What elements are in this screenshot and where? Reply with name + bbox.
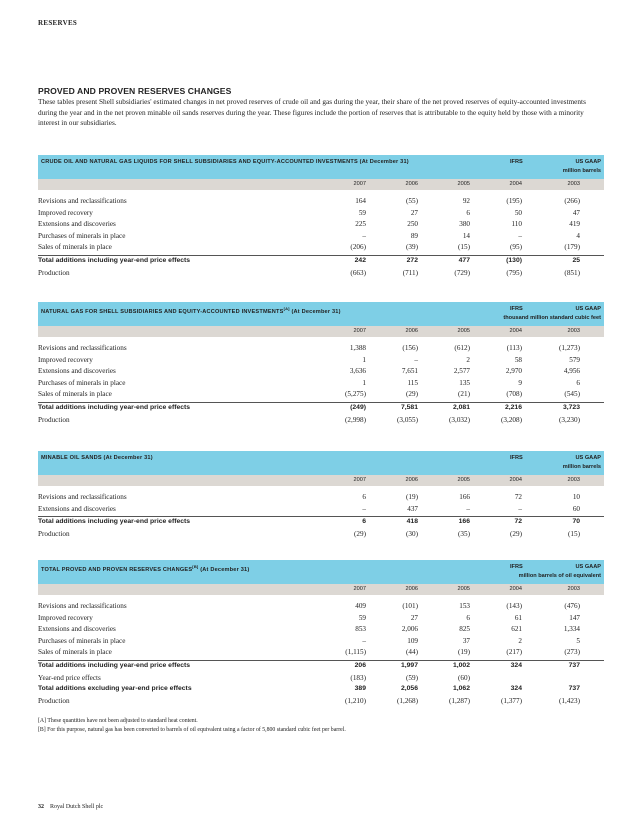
row-value: (476) xyxy=(564,602,580,610)
row-value: 324 xyxy=(510,661,522,669)
table-row xyxy=(38,242,604,254)
table-row xyxy=(38,343,604,355)
year-header: 2004 xyxy=(509,328,522,334)
company-name: Royal Dutch Shell plc xyxy=(50,804,104,810)
row-value: (1,268) xyxy=(397,696,418,705)
footnote-a: [A] These quantities have not been adjusted to standard heat content. xyxy=(38,718,198,724)
year-header: 2004 xyxy=(509,477,522,483)
year-header: 2005 xyxy=(457,477,470,483)
row-value: (130) xyxy=(506,256,522,264)
year-header: 2007 xyxy=(353,477,366,483)
row-label: Total additions excluding year-end price effects xyxy=(38,685,192,693)
year-header: 2003 xyxy=(567,181,580,187)
row-value: 14 xyxy=(462,231,470,240)
row-value: 621 xyxy=(511,625,522,634)
row-value: (663) xyxy=(350,268,366,277)
row-value: (21) xyxy=(458,390,470,399)
row-value: (60) xyxy=(458,673,470,682)
row-value: 2 xyxy=(518,636,522,645)
unit-label: million barrels xyxy=(562,464,601,470)
row-value: (1,210) xyxy=(345,696,366,705)
table-row xyxy=(38,529,604,541)
table-row xyxy=(38,673,604,685)
year-header: 2006 xyxy=(405,181,418,187)
row-value: – xyxy=(518,504,522,513)
table-row xyxy=(38,219,604,231)
row-label: Total additions including year-end price effects xyxy=(38,256,191,264)
row-value: 1,002 xyxy=(452,661,470,669)
footnotes xyxy=(38,717,346,735)
year-header: 2003 xyxy=(567,586,580,592)
row-value: 166 xyxy=(458,518,470,526)
row-value: 7,581 xyxy=(400,403,418,411)
usgaap-label: US GAAP xyxy=(575,159,601,165)
row-value: – xyxy=(362,231,366,240)
table-row xyxy=(38,355,604,367)
row-label: Extensions and discoveries xyxy=(38,367,116,376)
row-value: 6 xyxy=(466,208,470,217)
table-row xyxy=(38,492,604,504)
row-label: Revisions and reclassifications xyxy=(38,493,127,501)
page-number: 32 xyxy=(38,804,44,810)
row-value: 72 xyxy=(514,493,522,501)
row-value: (15) xyxy=(568,529,580,538)
row-label: Extensions and discoveries xyxy=(38,504,116,513)
unit-label: million barrels of oil equivalent xyxy=(518,573,601,579)
row-value: (29) xyxy=(354,529,366,538)
row-value: (143) xyxy=(506,602,522,610)
row-value: (30) xyxy=(406,529,418,538)
table-row xyxy=(38,613,604,625)
row-value: (708) xyxy=(506,390,522,399)
year-header-row xyxy=(38,179,604,190)
row-value: 164 xyxy=(355,197,366,205)
row-label: Sales of minerals in place xyxy=(38,243,112,252)
reserves-table-2 xyxy=(38,451,604,540)
row-value: – xyxy=(414,355,418,364)
row-value: 437 xyxy=(407,504,418,513)
table-row xyxy=(38,403,604,415)
row-value: (1,115) xyxy=(345,648,366,657)
row-label: Production xyxy=(38,268,70,277)
row-value: (1,273) xyxy=(559,344,580,352)
row-value: (3,055) xyxy=(397,415,418,424)
row-label: Purchases of minerals in place xyxy=(38,636,126,645)
row-value: 59 xyxy=(358,208,366,217)
row-value: (101) xyxy=(402,602,418,610)
year-header: 2007 xyxy=(353,328,366,334)
row-value: 225 xyxy=(355,220,366,229)
row-value: 825 xyxy=(459,625,470,634)
table-row xyxy=(38,601,604,613)
row-value: 2,006 xyxy=(401,625,418,634)
row-value: 27 xyxy=(410,208,418,217)
table-row xyxy=(38,647,604,659)
table-row xyxy=(38,268,604,280)
row-value: 2,577 xyxy=(453,367,470,376)
year-header-row xyxy=(38,326,604,337)
row-label: Improved recovery xyxy=(38,613,93,622)
ifrs-label: IFRS xyxy=(510,159,523,165)
ifrs-label: IFRS xyxy=(510,306,523,312)
row-value: 135 xyxy=(459,378,470,387)
row-value: (851) xyxy=(564,268,580,277)
row-value: 2 xyxy=(466,355,470,364)
row-value: 5 xyxy=(576,636,580,645)
row-value: (1,423) xyxy=(559,696,580,705)
row-value: 27 xyxy=(410,613,418,622)
row-label: Production xyxy=(38,415,70,424)
row-value: 418 xyxy=(406,518,418,526)
table-row xyxy=(38,636,604,648)
table-row xyxy=(38,504,604,516)
row-value: 3,636 xyxy=(349,367,366,376)
row-value: – xyxy=(466,504,470,513)
table-row xyxy=(38,196,604,208)
row-value: 59 xyxy=(358,613,366,622)
row-value: 579 xyxy=(569,355,580,364)
row-value: 1 xyxy=(362,378,366,387)
row-value: 737 xyxy=(568,685,580,693)
row-value: (95) xyxy=(510,243,522,252)
row-value: 70 xyxy=(572,518,580,526)
row-value: 389 xyxy=(354,685,366,693)
row-value: (29) xyxy=(510,529,522,538)
table-header xyxy=(38,451,604,475)
row-value: 6 xyxy=(362,493,366,501)
row-value: (2,998) xyxy=(345,415,366,424)
row-value: 3,723 xyxy=(562,403,580,411)
row-value: 6 xyxy=(362,518,366,526)
row-value: 1,388 xyxy=(349,344,366,352)
year-header: 2004 xyxy=(509,586,522,592)
row-value: 380 xyxy=(459,220,470,229)
row-value: (19) xyxy=(458,648,470,657)
row-value: 153 xyxy=(459,602,470,610)
row-value: (3,230) xyxy=(559,415,580,424)
year-header: 2005 xyxy=(457,328,470,334)
row-value: 37 xyxy=(462,636,470,645)
usgaap-label: US GAAP xyxy=(575,455,601,461)
row-label: Improved recovery xyxy=(38,208,93,217)
row-value: (3,032) xyxy=(449,415,470,424)
ifrs-label: IFRS xyxy=(510,455,523,461)
row-value: 115 xyxy=(407,378,418,387)
row-value: 242 xyxy=(354,256,366,264)
year-header: 2006 xyxy=(405,586,418,592)
row-value: 61 xyxy=(514,613,522,622)
row-value: 324 xyxy=(510,685,522,693)
unit-label: thousand million standard cubic feet xyxy=(503,315,601,321)
row-value: – xyxy=(362,636,366,645)
year-header: 2007 xyxy=(353,181,366,187)
row-value: (1,287) xyxy=(449,696,470,705)
row-value: (113) xyxy=(506,344,522,352)
row-value: (195) xyxy=(506,197,522,205)
row-value: 4,956 xyxy=(563,367,580,376)
row-value: (545) xyxy=(564,390,580,399)
row-value: 6 xyxy=(576,378,580,387)
year-header-row xyxy=(38,584,604,595)
row-value: (19) xyxy=(406,493,418,501)
table-row xyxy=(38,366,604,378)
row-value: (15) xyxy=(458,243,470,252)
row-value: 25 xyxy=(572,256,580,264)
row-label: Purchases of minerals in place xyxy=(38,231,126,240)
row-value: 72 xyxy=(514,518,522,526)
row-value: (3,208) xyxy=(501,415,522,424)
row-value: (39) xyxy=(406,243,418,252)
row-label: Year-end price effects xyxy=(38,673,101,682)
table-row xyxy=(38,684,604,696)
row-value: (55) xyxy=(406,197,418,205)
row-value: 477 xyxy=(458,256,470,264)
row-value: 6 xyxy=(466,613,470,622)
usgaap-label: US GAAP xyxy=(575,564,601,570)
row-value: (44) xyxy=(406,648,418,657)
row-value: 147 xyxy=(569,613,580,622)
table-title: MINABLE OIL SANDS (At December 31) xyxy=(41,455,153,461)
row-value: (1,377) xyxy=(501,696,522,705)
row-value: – xyxy=(518,231,522,240)
row-label: Extensions and discoveries xyxy=(38,625,116,634)
row-value: (711) xyxy=(402,268,418,277)
row-value: (729) xyxy=(454,268,470,277)
page-footer xyxy=(38,804,103,810)
table-row xyxy=(38,661,604,673)
table-title: NATURAL GAS FOR SHELL SUBSIDIARIES AND EQUITY-ACCOUNTED INVESTMENTS[A] (At December 31) xyxy=(41,306,341,315)
row-value: 166 xyxy=(459,493,470,501)
reserves-table-0 xyxy=(38,155,604,279)
row-label: Production xyxy=(38,529,70,538)
table-row xyxy=(38,389,604,401)
row-value: 109 xyxy=(407,636,418,645)
row-value: 92 xyxy=(462,197,470,205)
row-value: (183) xyxy=(350,673,366,682)
row-value: 1,334 xyxy=(563,625,580,634)
table-header xyxy=(38,155,604,179)
row-value: (266) xyxy=(564,197,580,205)
row-label: Sales of minerals in place xyxy=(38,390,112,399)
row-value: 2,970 xyxy=(505,367,522,376)
row-label: Improved recovery xyxy=(38,355,93,364)
row-label: Purchases of minerals in place xyxy=(38,378,126,387)
row-value: – xyxy=(362,504,366,513)
row-value: (29) xyxy=(406,390,418,399)
row-value: 7,651 xyxy=(401,367,418,376)
table-row xyxy=(38,208,604,220)
table-row xyxy=(38,415,604,427)
reserves-table-3 xyxy=(38,560,604,707)
unit-label: million barrels xyxy=(562,168,601,174)
row-value: 2,081 xyxy=(452,403,470,411)
ifrs-label: IFRS xyxy=(510,564,523,570)
row-value: (249) xyxy=(350,403,366,411)
row-value: (5,275) xyxy=(345,390,366,399)
row-value: 409 xyxy=(355,602,366,610)
row-value: (206) xyxy=(350,243,366,252)
table-row xyxy=(38,517,604,529)
table-title: TOTAL PROVED AND PROVEN RESERVES CHANGES[B] (At December 31) xyxy=(41,564,250,573)
row-value: 9 xyxy=(518,378,522,387)
year-header: 2007 xyxy=(353,586,366,592)
table-row xyxy=(38,696,604,708)
row-label: Sales of minerals in place xyxy=(38,648,112,657)
row-value: 58 xyxy=(514,355,522,364)
row-value: 47 xyxy=(572,208,580,217)
row-value: (217) xyxy=(506,648,522,657)
row-label: Revisions and reclassifications xyxy=(38,344,127,352)
row-label: Revisions and reclassifications xyxy=(38,602,127,610)
row-value: 110 xyxy=(511,220,522,229)
year-header: 2003 xyxy=(567,328,580,334)
row-label: Total additions including year-end price effects xyxy=(38,403,191,411)
table-header xyxy=(38,560,604,584)
row-label: Revisions and reclassifications xyxy=(38,197,127,205)
year-header: 2004 xyxy=(509,181,522,187)
table-title: CRUDE OIL AND NATURAL GAS LIQUIDS FOR SHELL SUBSIDIARIES AND EQUITY-ACCOUNTED INVESTMENTS (At December 31) xyxy=(41,159,409,165)
section-intro: These tables present Shell subsidiaries' estimated changes in net proved reserves of crude oil and gas during the year, their share of the net proved reserves of equity-accounted investments during the year and in the net proven minable oil sands reserves during the year. These figures include the portion of reserves that is attributable to the equity held by those with a minority interest in our subsidiaries. xyxy=(38,97,586,128)
row-value: 2,056 xyxy=(400,685,418,693)
row-value: (35) xyxy=(458,529,470,538)
page-header-label: RESERVES xyxy=(38,19,78,27)
year-header: 2003 xyxy=(567,477,580,483)
year-header: 2005 xyxy=(457,586,470,592)
row-value: 1 xyxy=(362,355,366,364)
row-value: 89 xyxy=(410,231,418,240)
table-row xyxy=(38,378,604,390)
row-label: Total additions including year-end price effects xyxy=(38,518,191,526)
row-value: (156) xyxy=(402,344,418,352)
row-value: 853 xyxy=(355,625,366,634)
row-value: 272 xyxy=(406,256,418,264)
row-value: 206 xyxy=(354,661,366,669)
row-value: (59) xyxy=(406,673,418,682)
year-header-row xyxy=(38,475,604,486)
year-header: 2005 xyxy=(457,181,470,187)
table-row xyxy=(38,231,604,243)
reserves-table-1 xyxy=(38,302,604,426)
row-value: 1,062 xyxy=(452,685,470,693)
row-value: 10 xyxy=(572,493,580,501)
table-header xyxy=(38,302,604,326)
row-value: 50 xyxy=(514,208,522,217)
row-value: (179) xyxy=(564,243,580,252)
section-title: PROVED AND PROVEN RESERVES CHANGES xyxy=(38,86,232,96)
year-header: 2006 xyxy=(405,328,418,334)
row-value: 250 xyxy=(407,220,418,229)
table-row xyxy=(38,256,604,268)
row-value: 2,216 xyxy=(504,403,522,411)
row-value: (612) xyxy=(454,344,470,352)
row-label: Total additions including year-end price effects xyxy=(38,661,191,669)
footnote-b: [B] For this purpose, natural gas has been converted to barrels of oil equivalent using a factor of 5,800 standard cubic feet per barrel. xyxy=(38,727,346,733)
row-value: 1,997 xyxy=(400,661,418,669)
row-value: 419 xyxy=(569,220,580,229)
row-label: Extensions and discoveries xyxy=(38,220,116,229)
table-row xyxy=(38,624,604,636)
row-value: 4 xyxy=(576,231,580,240)
row-value: 737 xyxy=(568,661,580,669)
row-value: (273) xyxy=(564,648,580,657)
row-value: 60 xyxy=(572,504,580,513)
year-header: 2006 xyxy=(405,477,418,483)
row-label: Production xyxy=(38,696,70,705)
usgaap-label: US GAAP xyxy=(575,306,601,312)
row-value: (795) xyxy=(506,268,522,277)
